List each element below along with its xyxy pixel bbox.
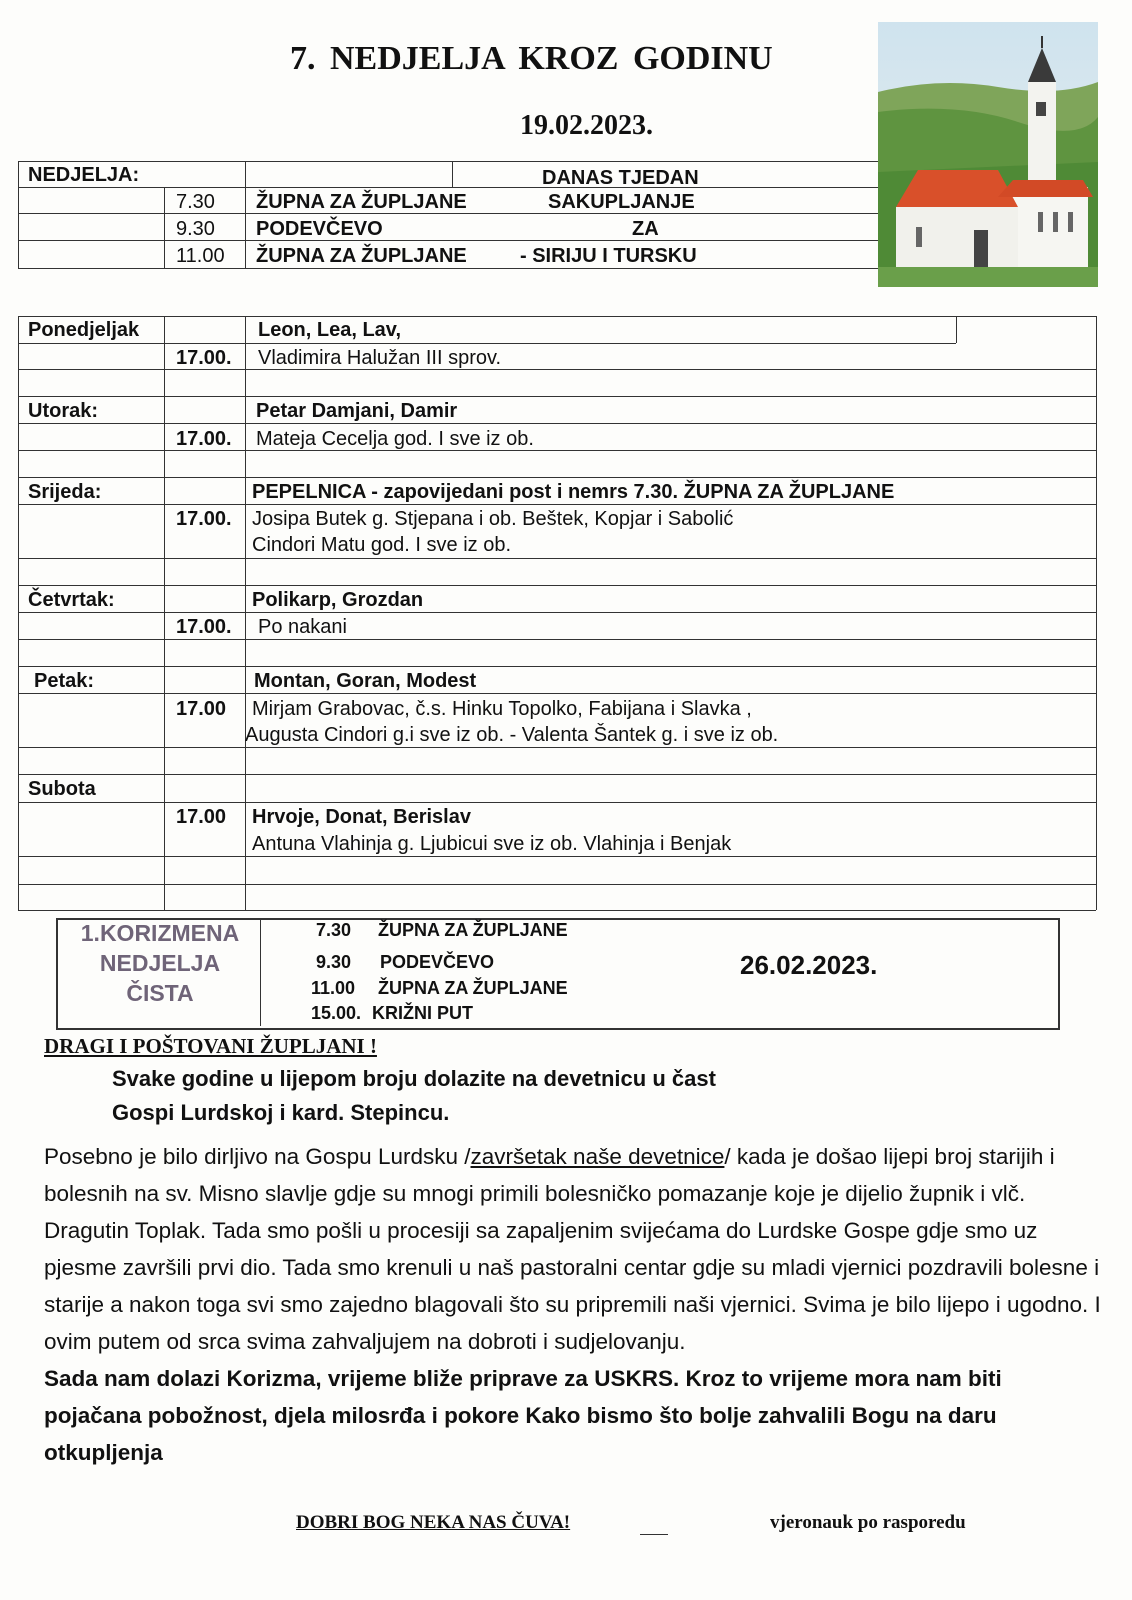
day-saints: Montan, Goran, Modest bbox=[254, 670, 477, 692]
mass-intention: Cindori Matu god. I sve iz ob. bbox=[252, 534, 512, 556]
mass-intention: Josipa Butek g. Stjepana i ob. Beštek, Kopjar i Sabolić bbox=[252, 508, 734, 530]
sunday-time: 11.00 bbox=[176, 245, 225, 267]
mass-time: 17.00 bbox=[176, 698, 227, 720]
day-saints: PEPELNICA - zapovijedani post i nemrs 7.30. ŽUPNA ZA ŽUPLJANE bbox=[252, 481, 895, 503]
sunday-time: 9.30 bbox=[176, 218, 215, 240]
letter-intro: Svake godine u lijepom broju dolazite na devetnicu u čast bbox=[112, 1066, 716, 1091]
next-sunday-time: 15.00. bbox=[311, 1003, 362, 1023]
day-label: Četvrtak: bbox=[28, 589, 115, 611]
letter-intro: Gospi Lurdskoj i kard. Stepincu. bbox=[112, 1100, 450, 1125]
sunday-place: ŽUPNA ZA ŽUPLJANE bbox=[256, 245, 467, 267]
mass-time: 17.00. bbox=[176, 508, 232, 530]
sunday-day: NEDJELJA: bbox=[28, 164, 140, 186]
next-sunday-place: PODEVČEVO bbox=[380, 952, 495, 972]
church-image bbox=[878, 22, 1098, 287]
sunday-place: ŽUPNA ZA ŽUPLJANE bbox=[256, 191, 467, 213]
next-sunday-place: ŽUPNA ZA ŽUPLJANE bbox=[378, 920, 568, 940]
mass-intention: Antuna Vlahinja g. Ljubicui sve iz ob. Vlahinja i Benjak bbox=[252, 833, 732, 855]
page-date: 19.02.2023. bbox=[520, 110, 653, 141]
sunday-note: ZA bbox=[632, 218, 659, 240]
day-label: Subota bbox=[28, 778, 96, 800]
day-label: Utorak: bbox=[28, 400, 99, 422]
page-title: 7. NEDJELJA KROZ GODINU bbox=[290, 40, 773, 77]
next-sunday-name: 1.KORIZMENA NEDJELJA ČISTA bbox=[80, 920, 240, 1006]
next-sunday-time: 11.00 bbox=[311, 978, 356, 998]
sunday-time: 7.30 bbox=[176, 191, 215, 213]
letter-body: Posebno je bilo dirljivo na Gospu Lurdsku /završetak naše devetnice/ kada je došao lijepi broj starijih i bolesnih na sv. Misno slavlje gdje su mnogi primili bolesničko pomazanje koje je dijelio župnik i vlč. Dragutin Toplak. Tada smo pošli u procesiji sa zapaljenim svijećama do Lurdske Gospe gdje smo uz pjesme završili prvi dio. Tada smo krenuli u naš pastoralni centar gdje su mladi vjernici pozdravili bolesne i starije a nakon toga svi smo zajedno blagovali što su pripremili naši vjernici. Svima je bilo lijepo i ugodno. I ovim putem od srca svima zahvaljujem na dobroti i sudjelovanju. Sada nam dolazi Korizma, vrijeme bliže priprave za USKRS. Kroz to vrijeme mora nam biti pojačana pobožnost, djela milosrđa i pokore Kako bismo što bolje zahvalili Bogu na daru otkupljenja bbox=[44, 1138, 1104, 1471]
mass-time: 17.00 bbox=[176, 806, 227, 828]
day-saints: Hrvoje, Donat, Berislav bbox=[252, 806, 471, 828]
mass-intention: Vladimira Halužan III sprov. bbox=[258, 347, 502, 369]
closing-blessing: DOBRI BOG NEKA NAS ČUVA! bbox=[296, 1512, 571, 1533]
next-sunday-date: 26.02.2023. bbox=[740, 950, 878, 980]
mass-intention: Mirjam Grabovac, č.s. Hinku Topolko, Fabijana i Slavka , bbox=[252, 698, 752, 720]
sunday-place: PODEVČEVO bbox=[256, 218, 383, 240]
mass-time: 17.00. bbox=[176, 428, 232, 450]
day-label: Petak: bbox=[34, 670, 95, 692]
catechism-note: vjeronauk po rasporedu bbox=[770, 1512, 966, 1533]
next-sunday-place: ŽUPNA ZA ŽUPLJANE bbox=[378, 978, 568, 998]
mass-intention: Mateja Cecelja god. I sve iz ob. bbox=[256, 428, 534, 450]
sunday-col3-header: DANAS TJEDAN bbox=[542, 167, 699, 189]
letter-bold-text: Sada nam dolazi Korizma, vrijeme bliže priprave za USKRS. Kroz to vrijeme mora nam biti pojačana pobožnost, djela milosrđa i pokore Kako bismo što bolje zahvalili Bogu na daru otkupljenja bbox=[44, 1366, 1002, 1465]
day-label: Ponedjeljak bbox=[28, 319, 140, 341]
day-saints: Leon, Lea, Lav, bbox=[258, 319, 401, 341]
mass-intention: Po nakani bbox=[258, 616, 347, 638]
day-label: Srijeda: bbox=[28, 481, 102, 503]
day-saints: Petar Damjani, Damir bbox=[256, 400, 458, 422]
sunday-note: SAKUPLJANJE bbox=[548, 191, 695, 213]
mass-time: 17.00. bbox=[176, 616, 232, 638]
next-sunday-time: 9.30 bbox=[316, 952, 352, 972]
day-saints: Polikarp, Grozdan bbox=[252, 589, 424, 611]
next-sunday-time: 7.30 bbox=[316, 920, 352, 940]
mass-time: 17.00. bbox=[176, 347, 232, 369]
next-sunday-place: KRIŽNI PUT bbox=[372, 1003, 473, 1023]
letter-underlined: završetak naše devetnice bbox=[470, 1144, 725, 1169]
mass-intention: Augusta Cindori g.i sve iz ob. - Valenta Šantek g. i sve iz ob. bbox=[245, 724, 779, 746]
letter-greeting: DRAGI I POŠTOVANI ŽUPLJANI ! bbox=[44, 1034, 377, 1058]
sunday-note: - SIRIJU I TURSKU bbox=[520, 245, 697, 267]
